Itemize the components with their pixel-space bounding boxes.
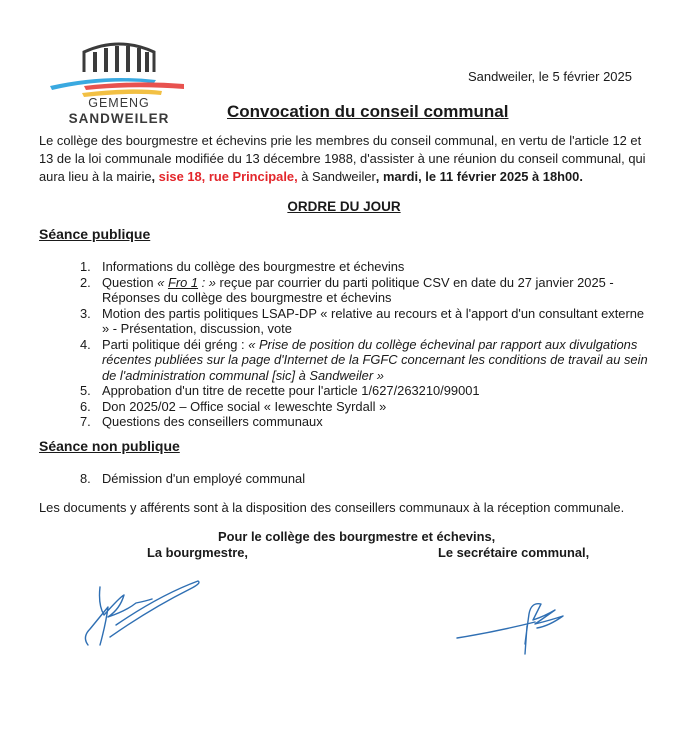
agenda-item: 2. Question « Fro 1 : » reçue par courrier du parti politique CSV en date du 27 janvier 2025 - Réponses du collège des bourgmestre et échevins bbox=[80, 274, 614, 305]
agenda-heading: ORDRE DU JOUR bbox=[287, 199, 401, 214]
agenda-item: 4. Parti politique déi gréng : « Prise de position du collège échevinal par rapport aux divulgations récentes publiées sur la page d'Internet de la FGFC concernant les conditions de travail au sein de l'administration communal [sic] à Sandweiler » bbox=[80, 336, 648, 383]
secretary-signature bbox=[455, 598, 575, 663]
fro-1-link[interactable]: Fro 1 bbox=[167, 274, 199, 290]
intro-paragraph: Le collège des bourgmestre et échevins prie les membres du conseil communal, en vertu de l'article 12 et 13 de la loi communale modifiée du 13 décembre 1988, d'assister à une réunion du conseil communal, qui aura lieu à la mairie, sise 18, rue Principale, à Sandweiler, mardi, le 11 février 2025 à 18h00. bbox=[39, 133, 646, 184]
meeting-datetime: mardi, le 11 février 2025 à 18h00. bbox=[382, 169, 583, 184]
town-hall-arch-icon bbox=[44, 38, 194, 98]
agenda-item: 3. Motion des partis politiques LSAP-DP « relative au recours et à l'apport d'un consultant externe » - Présentation, discussion, vote bbox=[80, 305, 645, 336]
mayor-signature bbox=[80, 575, 210, 660]
signer-secretary-label: Le secrétaire communal, bbox=[438, 545, 590, 560]
signature-block-heading: Pour le collège des bourgmestre et échevins, bbox=[218, 529, 496, 544]
agenda-item: 1. Informations du collège des bourgmestre et échevins bbox=[80, 259, 405, 274]
municipality-logo bbox=[44, 38, 194, 128]
public-session-heading: Séance publique bbox=[39, 226, 151, 242]
agenda-item: 5. Approbation d'un titre de recette pour l'article 1/627/263210/99001 bbox=[80, 383, 480, 398]
document-date: Sandweiler, le 5 février 2025 bbox=[467, 69, 632, 84]
non-public-session-heading: Séance non publique bbox=[39, 438, 180, 454]
logo-text-sandweiler: SANDWEILER bbox=[68, 111, 170, 126]
logo-text-gemeng: GEMENG bbox=[88, 96, 150, 110]
agenda-item: 6. Don 2025/02 – Office social « Ieweschte Syrdall » bbox=[80, 398, 387, 414]
meeting-address: sise 18, rue Principale, bbox=[158, 169, 298, 184]
public-agenda-list bbox=[80, 259, 650, 430]
signer-mayor-label: La bourgmestre, bbox=[147, 545, 248, 560]
intro-text: Le collège des bourgmestre et échevins prie les membres du conseil communal, en vertu de l'article 12 et 13 de la loi communale modifiée du 13 décembre 1988, d'assister à une réunion du conseil communal, qui aura lieu à la mairie bbox=[39, 133, 646, 184]
document-title: Convocation du conseil communal bbox=[227, 102, 509, 121]
non-public-agenda-list bbox=[80, 471, 650, 487]
agenda-item: 7. Questions des conseillers communaux bbox=[80, 414, 323, 429]
documents-availability-note: Les documents y afférents sont à la disposition des conseillers communaux à la réception communale. bbox=[39, 500, 625, 515]
agenda-item: 8. Démission d'un employé communal bbox=[80, 471, 306, 486]
